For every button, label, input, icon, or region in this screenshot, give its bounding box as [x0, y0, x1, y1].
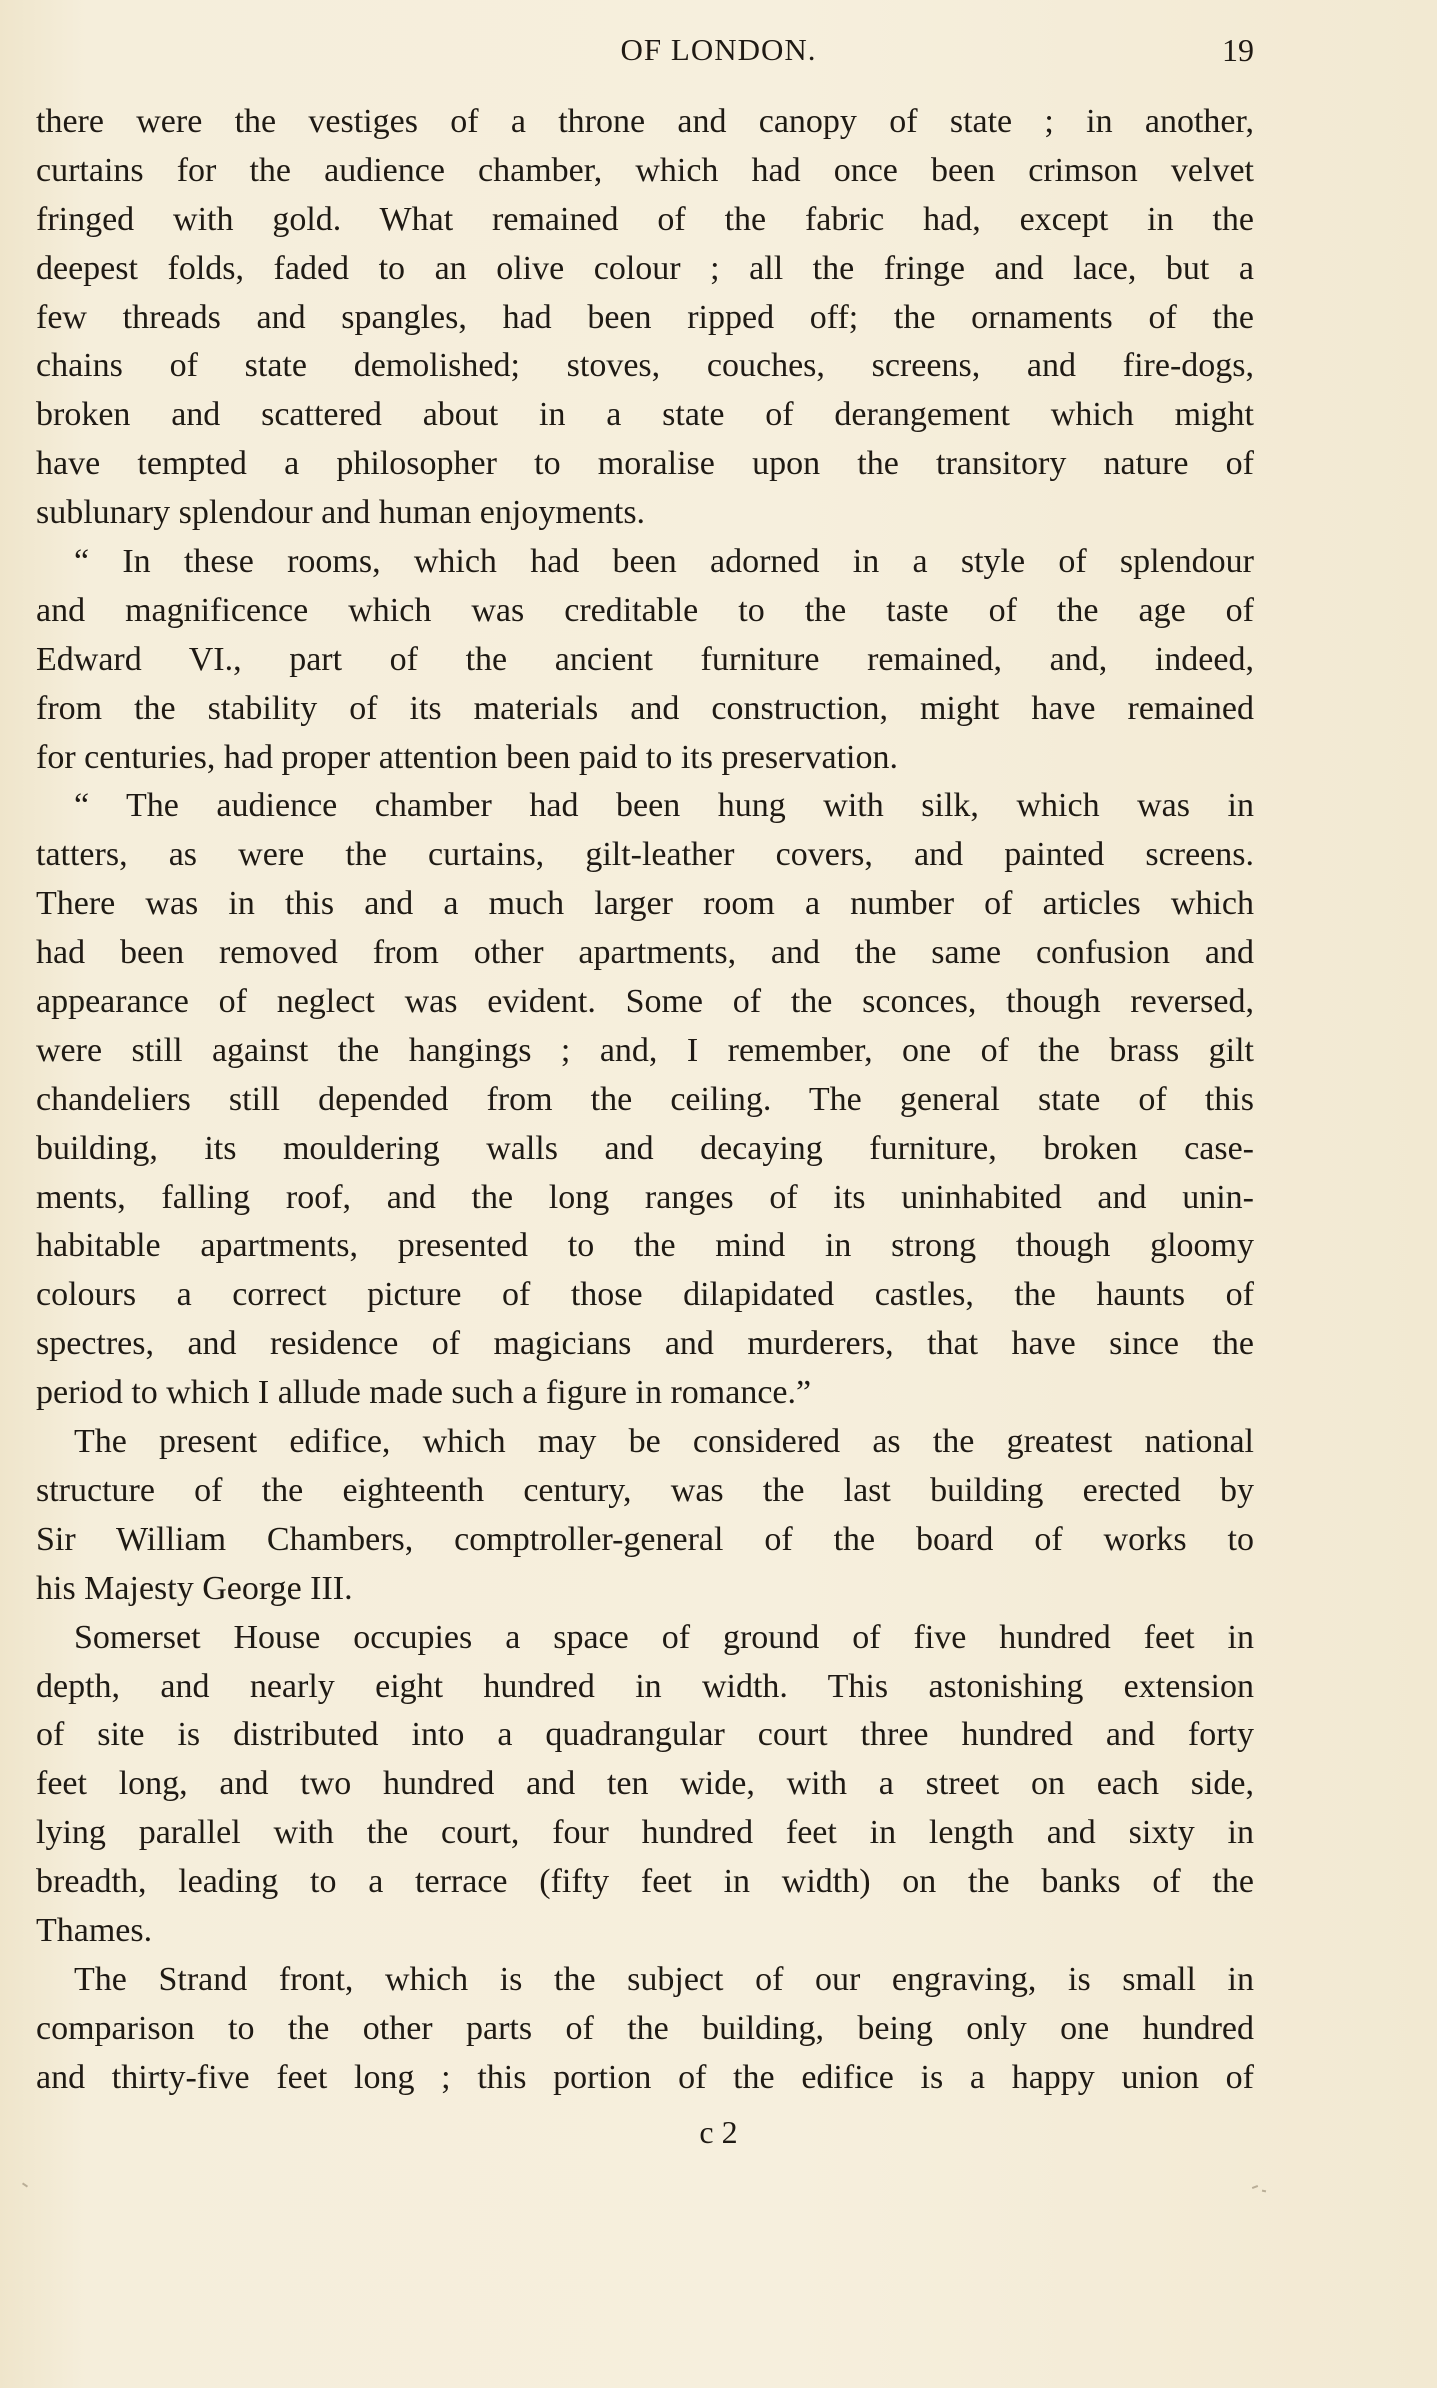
text-line: structure of the eighteenth century, was the last building erected by [36, 1471, 1254, 1509]
text-line: spectres, and residence of magicians and murderers, that have since the [36, 1325, 1254, 1363]
text-line: chandeliers still depended from the ceiling. The general state of this [36, 1080, 1254, 1118]
text-line: and magnificence which was creditable to the taste of the age of [36, 591, 1254, 629]
text-line: for centuries, had proper attention been paid to its preservation. [36, 738, 898, 776]
text-line: few threads and spangles, had been ripped off; the ornaments of the [36, 298, 1254, 336]
text-line: there were the vestiges of a throne and canopy of state ; in another, [36, 103, 1254, 140]
page-header [0, 28, 1437, 72]
text-line: from the stability of its materials and construction, might have remained [36, 689, 1254, 727]
text-line: lying parallel with the court, four hundred feet in length and sixty in [36, 1814, 1254, 1852]
text-line: ments, falling roof, and the long ranges of its uninhabited and unin- [36, 1178, 1254, 1216]
text-line: deepest folds, faded to an olive colour ; all the fringe and lace, but a [36, 249, 1254, 287]
text-line: his Majesty George III. [36, 1569, 353, 1607]
text-line: “ The audience chamber had been hung with silk, which was in [74, 787, 1254, 825]
running-title: OF LONDON. [620, 32, 817, 67]
text-line: Somerset House occupies a space of ground of five hundred feet in [74, 1618, 1254, 1656]
page-number: 19 [1222, 32, 1254, 68]
text-line: appearance of neglect was evident. Some of the sconces, though reversed, [36, 983, 1254, 1021]
text-line: chains of state demolished; stoves, couches, screens, and fire-dogs, [36, 347, 1254, 385]
body-text [36, 98, 1254, 2103]
text-line: comparison to the other parts of the building, being only one hundred [36, 2009, 1254, 2047]
text-line: sublunary splendour and human enjoyments. [36, 494, 646, 532]
text-line: breadth, leading to a terrace (fifty feet in width) on the banks of the [36, 1863, 1254, 1901]
text-line: habitable apartments, presented to the mind in strong though gloomy [36, 1227, 1254, 1265]
text-line: There was in this and a much larger room a number of articles which [36, 885, 1254, 923]
text-line: curtains for the audience chamber, which had once been crimson velvet [36, 151, 1254, 189]
text-line: The Strand front, which is the subject of our engraving, is small in [74, 1960, 1254, 1998]
paper-speck [22, 2182, 28, 2187]
signature-mark: c 2 [699, 2114, 738, 2150]
text-line: and thirty-five feet long ; this portion of the edifice is a happy union of [36, 2058, 1254, 2096]
text-line: Thames. [36, 1911, 153, 1949]
text-line: of site is distributed into a quadrangular court three hundred and forty [36, 1716, 1254, 1754]
text-line: Sir William Chambers, comptroller-general of the board of works to [36, 1520, 1254, 1558]
text-line: building, its mouldering walls and decaying furniture, broken case- [36, 1129, 1254, 1167]
paper-speck [1252, 2185, 1258, 2189]
text-line: period to which I allude made such a figure in romance.” [36, 1374, 812, 1412]
text-line: were still against the hangings ; and, I remember, one of the brass gilt [36, 1031, 1254, 1069]
text-line: fringed with gold. What remained of the fabric had, except in the [36, 200, 1254, 238]
paper-speck [1262, 2190, 1266, 2193]
text-line: had been removed from other apartments, and the same confusion and [36, 934, 1254, 972]
text-line: tatters, as were the curtains, gilt-leather covers, and painted screens. [36, 836, 1254, 874]
text-line: The present edifice, which may be considered as the greatest national [74, 1423, 1254, 1461]
text-line: depth, and nearly eight hundred in width. This astonishing extension [36, 1667, 1254, 1705]
text-line: have tempted a philosopher to moralise upon the transitory nature of [36, 445, 1254, 483]
text-line: colours a correct picture of those dilapidated castles, the haunts of [36, 1276, 1254, 1314]
text-line: broken and scattered about in a state of derangement which might [36, 396, 1254, 434]
text-line: feet long, and two hundred and ten wide, with a street on each side, [36, 1765, 1254, 1803]
text-line: “ In these rooms, which had been adorned in a style of splendour [74, 543, 1254, 581]
text-line: Edward VI., part of the ancient furniture remained, and, indeed, [36, 640, 1254, 678]
